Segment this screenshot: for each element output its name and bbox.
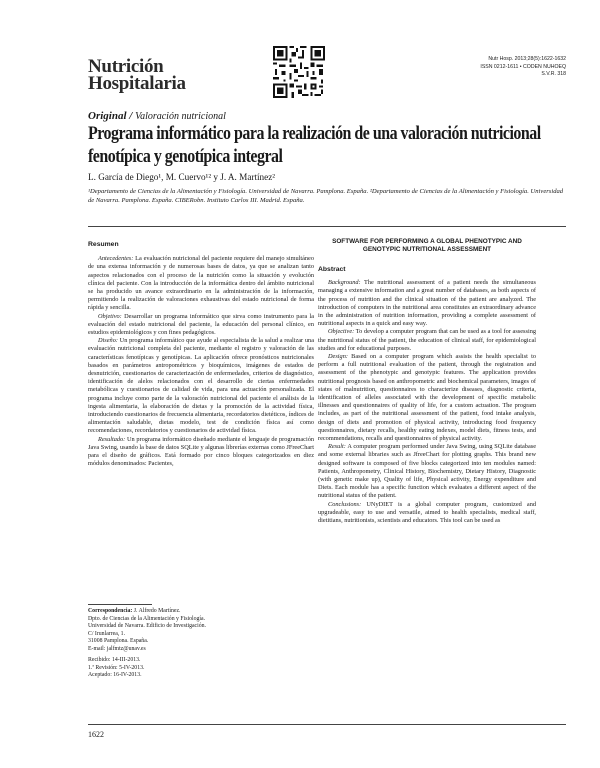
abstract-design-key: Design: xyxy=(328,353,348,361)
correspondence-institution: Universidad de Navarra. Edificio de Investigación. xyxy=(88,623,206,629)
title-line-1: Programa informático para la realización de una valoración nutricional xyxy=(88,123,541,144)
abstract-objective-key: Objective: xyxy=(328,328,355,336)
resumen-objective-key: Objetivo: xyxy=(98,312,122,320)
page-number: 1622 xyxy=(88,730,104,739)
footer-divider xyxy=(88,724,566,725)
resumen-design xyxy=(88,337,314,435)
resumen-design-text: Un programa informático que ayude al especialista de la salud a realizar una evaluación nutricional completa del paciente, mediante el registro y valoración de las características fenotípicas y genotípicas. La aplicación ofrece pronósticos nutricionales basados en parámetros antropométricos y bioquímicos, imágenes de estados de desnutrición, cuestionarios de caracterización de enfermedades, criterios de diagnóstico, identificación de alelos relacionados con el desarrollo de ciertas enfermedades metabólicas y cuestionarios de calidad de vida, para una actuación personalizada. El programa incluye como parte de la valoración nutricional del paciente el análisis de la ingesta alimentaria, la elaboración de dietas y la promoción de la actividad física, introduciendo cuestionarios de frecuencia alimentaria, recordatorios dietéticos, índices de alimentación saludable, dietas modelo, test de condición física así como recomendaciones, recordatorios y cuestionarios de actividad física. xyxy=(88,337,314,435)
subsection-label: Valoración nutricional xyxy=(135,111,226,122)
abstract-objective-text: To develop a computer program that can be used as a tool for assessing the nutritional status of the patient, the education of clinical staff, for epidemiological studies and for educational purposes. xyxy=(318,328,536,352)
journal-issn: ISSN 0212-1611 • CODEN NUHOEQ xyxy=(480,63,566,70)
abstract-result xyxy=(318,443,536,500)
journal-svr: S.V.R. 318 xyxy=(541,71,566,78)
logo-line-1: Nutrición xyxy=(88,56,164,77)
abstract-heading: Abstract xyxy=(318,266,346,273)
abstract-result-text: A computer program performed under Java Swing, using SQLite database and some external libraries such as JfreeChart for plotting graphs. This brand new designed software is composed of five blocks categorized into ten modules named: Patients, Anthropometry, Clinical History, Biochemistry, Dietary History, Diagnostic (with genetic make up), Quality of life, Physical activity, Energy expenditure and Diets. Each module has a specific function which evaluates a different aspect of the nutritional status of the patient. xyxy=(318,443,536,500)
correspondence-label: Correspondencia: xyxy=(88,608,133,614)
resumen-heading: Resumen xyxy=(88,241,119,248)
journal-logo xyxy=(88,58,188,92)
correspondence-street: C/ Irunlarrea, 1. xyxy=(88,630,126,637)
resumen-background-key: Antecedentes: xyxy=(98,255,134,263)
resumen-objective xyxy=(88,313,314,338)
abstract-conclusions xyxy=(318,501,536,526)
abstract-column xyxy=(318,238,536,525)
abstract-result-key: Result: xyxy=(328,443,346,451)
journal-citation: Nutr Hosp. 2013;28(5):1622-1632 xyxy=(488,56,566,62)
resumen-result-text: Un programa informático diseñado mediante el lenguaje de programación Java Swing, usando la base de datos SQLite y algunas librerías externas como JFreeChart para el diseño de gráficos. Está formado por cinco bloques categorizados en diez módulos denominados: Pacientes, xyxy=(88,435,314,468)
abstract-objective xyxy=(318,328,536,353)
revision-date: 1.ª Revisión: 5-IV-2013. xyxy=(88,664,145,671)
article-title xyxy=(88,122,541,168)
correspondence-divider xyxy=(88,604,152,605)
abstract-conclusions-text: UNyDIET is a global computer program, customized and upgradeable, easy to use and versatile, aimed to health specialists, medical staff, dietitians, nutritionists, scientists and educators. This tool can be used as xyxy=(318,500,536,525)
accepted-date: Aceptado: 16-IV-2013. xyxy=(88,672,142,678)
title-line-2: fenotípica y genotípica integral xyxy=(88,146,283,167)
correspondence-email: E-mail: jalfmtz@unav.es xyxy=(88,645,146,652)
abstract-background xyxy=(318,279,536,328)
correspondence-department: Dpto. de Ciencias de la Alimentación y Fisiología. xyxy=(88,615,206,622)
correspondence-block xyxy=(88,608,314,680)
abstract-background-text: The nutritional assessment of a patient needs the simultaneous managing a extensive information and a great number of databases, as both aspects of the process of nutrition and the clinical situation of the patient are analyzed. The introduction of computers in the nutritional area constitutes an extraordinary advance in the administration of nutrition information, providing a complete assessment of nutritional aspects in a quick and easy way. xyxy=(318,279,536,328)
section-label: Original / xyxy=(88,110,133,122)
article-section xyxy=(88,110,226,122)
journal-reference xyxy=(440,56,566,79)
abstract-conclusions-key: Conclusions: xyxy=(328,500,362,508)
resumen-background xyxy=(88,255,314,312)
correspondence-city: 31008 Pamplona. España. xyxy=(88,638,149,644)
correspondence-name: J. Alfredo Martínez. xyxy=(132,608,181,614)
resumen-result-key: Resultado: xyxy=(98,435,126,443)
header-divider xyxy=(88,226,566,227)
qr-code-icon xyxy=(273,46,325,98)
resumen-column xyxy=(88,241,314,468)
resumen-background-text: La evaluación nutricional del paciente requiere del manejo simultáneo de una extensa información y de numerosas bases de datos, ya que se analizan tanto aspectos relacionados con el proceso de la nutrición como la situación y evolución clínica del paciente. Con la introducción de la informática dentro del ámbito nutricional se ha producido un avance extraordinario en la administración de la información, permitiendo la realización de valoraciones exhaustivas del estado nutricional de forma rápida y sencilla. xyxy=(88,255,314,312)
abstract-design xyxy=(318,353,536,443)
affiliations: ¹Departamento de Ciencias de la Alimentación y Fisiología. Universidad de Navarra. Pamplona. España. ²Departamento de Ciencias de la Alimentación y Fisiología. Universidad de Navarra. Pamplona. España. CIBERobn. Instituto Carlos III. Madrid. España. xyxy=(88,188,564,204)
logo-line-2: Hospitalaria xyxy=(88,73,186,94)
resumen-design-key: Diseño: xyxy=(98,337,118,345)
resumen-objective-text: Desarrollar un programa informático que sirva como instrumento para la evaluación del estado nutricional del paciente, la educación del personal clínico, en estudios epidemiológicos y con fines pedagógicos. xyxy=(88,312,314,337)
received-date: Recibido: 14-III-2013. xyxy=(88,657,141,663)
english-title: SOFTWARE FOR PERFORMING A GLOBAL PHENOTYPIC AND GENOTYPIC NUTRITIONAL ASSESSMENT xyxy=(332,238,522,253)
abstract-design-text: Based on a computer program which assists the health specialist to perform a full nutritional evaluation of the patient, through the registration and assessment of the phenotypic and genotypic features. The application provides nutritional prognosis based on anthropometric and biochemical parameters, images of states of malnutrition, questionnaires to characterize diseases, diagnostic criteria, identification of alleles associated with the development of specific metabolic illnesses and questionnaires of quality of life, for a custom actuation. The program includes, as part of the nutritional assessment of the patient, food intake analysis, design of diets and promotion of physical activity, introducing food frequency questionnaires, dietary recalls, healthy eating indexes, model diets, fitness tests, and recommendations, recalls and questionnaires of physical activity. xyxy=(318,353,536,443)
correspondence-author xyxy=(88,608,314,616)
abstract-background-key: Background: xyxy=(328,279,361,287)
author-list: L. García de Diego¹, M. Cuervo¹² y J. A. Martínez² xyxy=(88,172,276,182)
resumen-result xyxy=(88,436,314,469)
